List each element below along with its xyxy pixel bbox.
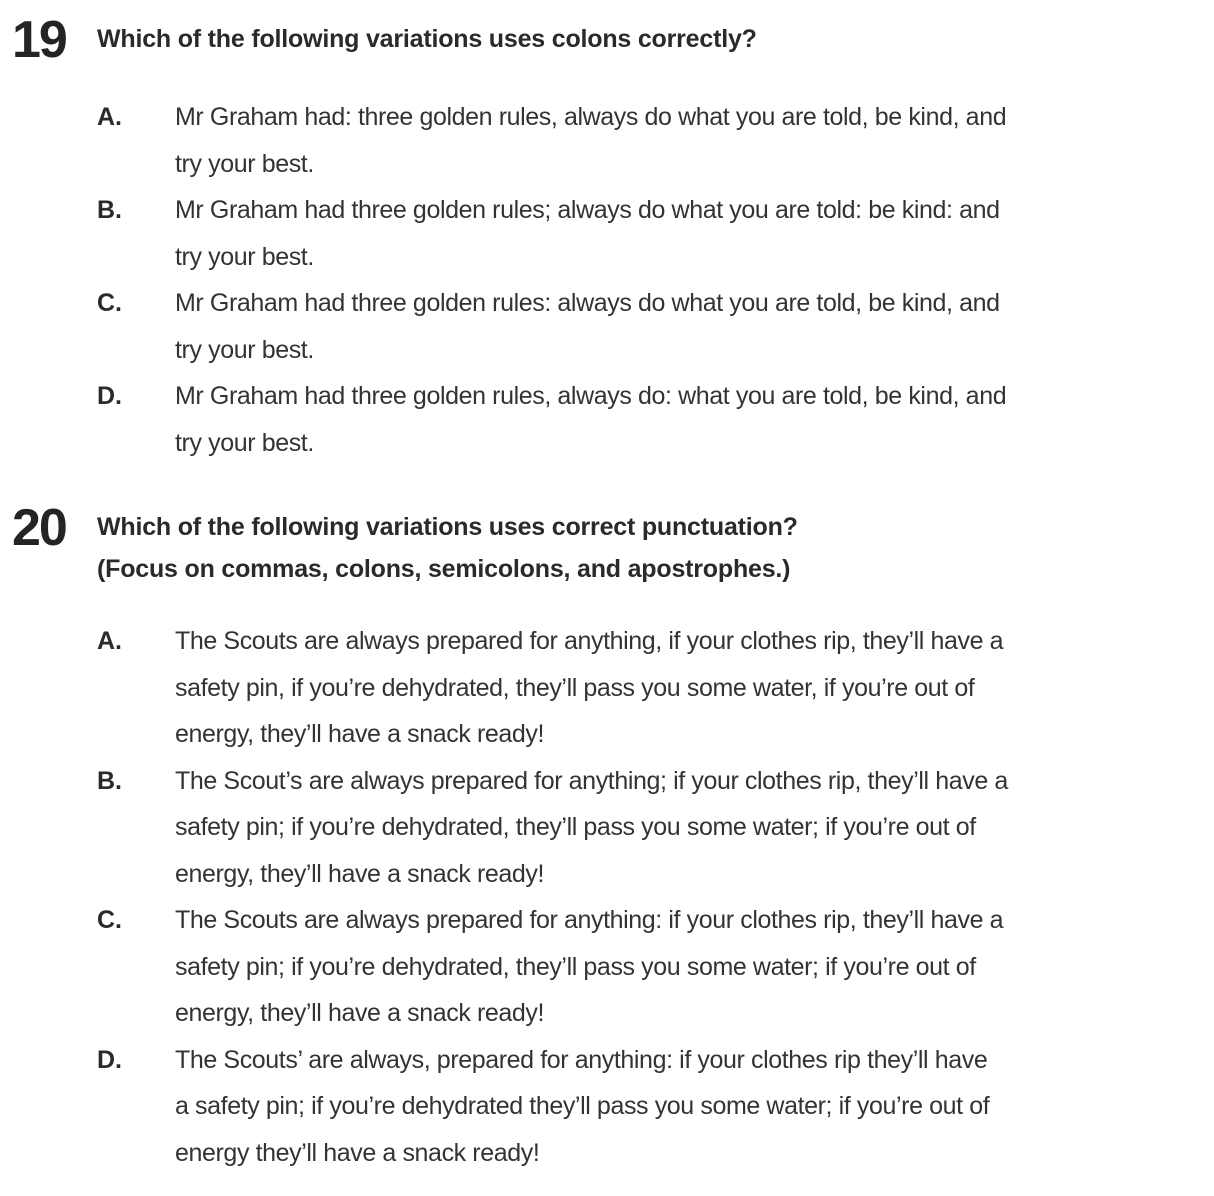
option-label: D. <box>97 1045 122 1074</box>
option-text-line: energy, they’ll have a snack ready! <box>175 999 545 1027</box>
option-text-line: try your best. <box>175 149 314 178</box>
option-text-line: Mr Graham had: three golden rules, always do what you are told, be kind, and <box>175 103 1007 131</box>
option-label: A. <box>97 103 122 131</box>
question-20-option-b <box>97 758 1214 898</box>
option-text-line: try your best. <box>175 428 314 457</box>
option-label: B. <box>97 196 122 224</box>
option-text-line: Mr Graham had three golden rules: always do what you are told, be kind, and <box>175 289 1000 317</box>
question-20-number: 20 <box>12 499 66 557</box>
option-text-line: energy, they’ll have a snack ready! <box>175 720 545 748</box>
option-text-line: safety pin, if you’re dehydrated, they’ll pass you some water, if you’re out of <box>175 673 975 702</box>
question-19-body <box>97 14 1214 466</box>
question-20-prompt-line-1: Which of the following variations uses correct punctuation? <box>97 513 798 541</box>
option-label: C. <box>97 906 122 934</box>
question-20-options <box>97 618 1214 1176</box>
option-text-line: try your best. <box>175 335 314 364</box>
question-19-number: 19 <box>12 11 66 69</box>
question-19-prompt: Which of the following variations uses colons correctly? <box>97 25 757 53</box>
option-text <box>175 758 1214 898</box>
question-20-option-a <box>97 618 1214 758</box>
question-19-option-a <box>97 94 1214 187</box>
option-label: A. <box>97 627 122 655</box>
option-label: D. <box>97 382 122 410</box>
option-text <box>175 94 1214 187</box>
option-text-line: energy, they’ll have a snack ready! <box>175 859 545 888</box>
option-text-line: a safety pin; if you’re dehydrated they’ll pass you some water; if you’re out of <box>175 1092 990 1120</box>
option-text-line: The Scouts’ are always, prepared for anything: if your clothes rip they’ll have <box>175 1045 988 1074</box>
option-label: B. <box>97 766 122 795</box>
option-text-line: safety pin; if you’re dehydrated, they’ll pass you some water; if you’re out of <box>175 952 976 981</box>
option-text-line: Mr Graham had three golden rules; always do what you are told: be kind: and <box>175 196 1000 224</box>
option-text <box>175 187 1214 280</box>
option-label: C. <box>97 289 122 317</box>
option-text-line: try your best. <box>175 242 314 271</box>
option-text-line: The Scout’s are always prepared for anything; if your clothes rip, they’ll have a <box>175 766 1008 795</box>
question-20-body <box>97 502 1214 1176</box>
option-text <box>175 897 1214 1037</box>
option-text <box>175 1037 1214 1177</box>
option-text-line: Mr Graham had three golden rules, always do: what you are told, be kind, and <box>175 382 1007 410</box>
option-text-line: safety pin; if you’re dehydrated, they’ll pass you some water; if you’re out of <box>175 813 976 841</box>
option-text-line: The Scouts are always prepared for anything: if your clothes rip, they’ll have a <box>175 906 1004 934</box>
question-19-option-d <box>97 373 1214 466</box>
question-20-option-c <box>97 897 1214 1037</box>
option-text-line: energy they’ll have a snack ready! <box>175 1138 540 1167</box>
question-19-option-b <box>97 187 1214 280</box>
question-19-option-c <box>97 280 1214 373</box>
question-20 <box>0 499 1214 1176</box>
question-19 <box>0 11 1214 466</box>
option-text <box>175 280 1214 373</box>
question-20-prompt <box>97 502 1214 590</box>
option-text <box>175 618 1214 758</box>
option-text-line: The Scouts are always prepared for anything, if your clothes rip, they’ll have a <box>175 627 1004 655</box>
question-20-prompt-line-2: (Focus on commas, colons, semicolons, and apostrophes.) <box>97 555 791 583</box>
option-text <box>175 373 1214 466</box>
question-19-options <box>97 94 1214 466</box>
question-20-option-d <box>97 1037 1214 1177</box>
